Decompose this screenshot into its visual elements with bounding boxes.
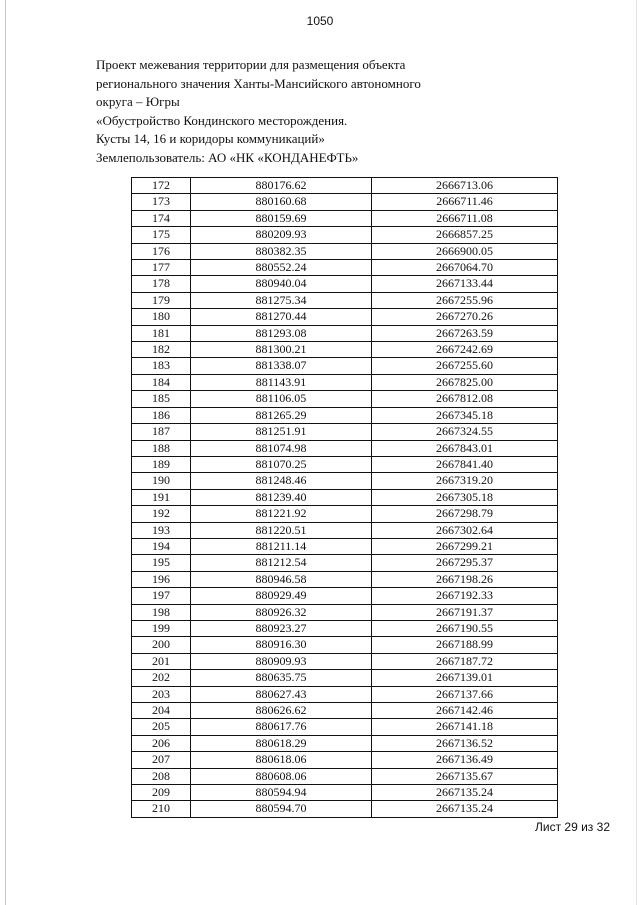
table-row [132,588,558,604]
x-coordinate-cell: 881293.08 [191,325,372,341]
x-coordinate-cell: 880594.70 [191,801,372,817]
y-coordinate-cell: 2667255.96 [372,292,558,308]
y-coordinate-cell: 2667295.37 [372,555,558,571]
y-coordinate-cell: 2667137.66 [372,686,558,702]
table-row [132,752,558,768]
y-coordinate-cell: 2666711.08 [372,210,558,226]
point-number-cell: 185 [132,391,191,407]
table-row [132,424,558,440]
x-coordinate-cell: 881300.21 [191,342,372,358]
table-row [132,309,558,325]
point-number-cell: 202 [132,670,191,686]
point-number-cell: 188 [132,440,191,456]
y-coordinate-cell: 2666857.25 [372,227,558,243]
x-coordinate-cell: 881251.91 [191,424,372,440]
point-number-cell: 184 [132,374,191,390]
point-number-cell: 175 [132,227,191,243]
y-coordinate-cell: 2666711.46 [372,194,558,210]
y-coordinate-cell: 2667064.70 [372,260,558,276]
point-number-cell: 189 [132,456,191,472]
table-row [132,653,558,669]
table-row [132,243,558,259]
table-row [132,358,558,374]
x-coordinate-cell: 880926.32 [191,604,372,620]
x-coordinate-cell: 881212.54 [191,555,372,571]
y-coordinate-cell: 2667142.46 [372,703,558,719]
point-number-cell: 210 [132,801,191,817]
x-coordinate-cell: 880552.24 [191,260,372,276]
point-number-cell: 181 [132,325,191,341]
x-coordinate-cell: 880627.43 [191,686,372,702]
y-coordinate-cell: 2666713.06 [372,178,558,194]
table-row [132,620,558,636]
x-coordinate-cell: 881221.92 [191,506,372,522]
table-row [132,785,558,801]
point-number-cell: 172 [132,178,191,194]
y-coordinate-cell: 2667843.01 [372,440,558,456]
y-coordinate-cell: 2667305.18 [372,489,558,505]
table-row [132,735,558,751]
table-row [132,456,558,472]
table-row [132,489,558,505]
x-coordinate-cell: 880618.29 [191,735,372,751]
point-number-cell: 183 [132,358,191,374]
table-row [132,801,558,817]
x-coordinate-cell: 880946.58 [191,571,372,587]
y-coordinate-cell: 2667135.24 [372,801,558,817]
x-coordinate-cell: 881211.14 [191,538,372,554]
point-number-cell: 180 [132,309,191,325]
table-row [132,407,558,423]
x-coordinate-cell: 880635.75 [191,670,372,686]
x-coordinate-cell: 880916.30 [191,637,372,653]
point-number-cell: 206 [132,735,191,751]
point-number-cell: 190 [132,473,191,489]
y-coordinate-cell: 2667255.60 [372,358,558,374]
table-row [132,604,558,620]
point-number-cell: 208 [132,768,191,784]
table-row [132,440,558,456]
table-row [132,227,558,243]
table-row [132,276,558,292]
point-number-cell: 205 [132,719,191,735]
table-row [132,342,558,358]
y-coordinate-cell: 2667198.26 [372,571,558,587]
header-line-6: Землепользователь: АО «НК «КОНДАНЕФТЬ» [96,149,359,165]
x-coordinate-cell: 881265.29 [191,407,372,423]
y-coordinate-cell: 2667141.18 [372,719,558,735]
x-coordinate-cell: 881248.46 [191,473,372,489]
y-coordinate-cell: 2667191.37 [372,604,558,620]
x-coordinate-cell: 880594.94 [191,785,372,801]
table-row [132,391,558,407]
table-row [132,538,558,554]
table-row [132,325,558,341]
point-number-cell: 191 [132,489,191,505]
point-number-cell: 192 [132,506,191,522]
sheet-number: Лист 29 из 32 [535,820,610,834]
y-coordinate-cell: 2666900.05 [372,243,558,259]
point-number-cell: 203 [132,686,191,702]
y-coordinate-cell: 2667345.18 [372,407,558,423]
y-coordinate-cell: 2667841.40 [372,456,558,472]
point-number-cell: 198 [132,604,191,620]
header-line-4: «Обустройство Кондинского месторождения. [96,112,348,128]
point-number-cell: 197 [132,588,191,604]
point-number-cell: 186 [132,407,191,423]
y-coordinate-cell: 2667299.21 [372,538,558,554]
x-coordinate-cell: 881270.44 [191,309,372,325]
y-coordinate-cell: 2667812.08 [372,391,558,407]
y-coordinate-cell: 2667263.59 [372,325,558,341]
y-coordinate-cell: 2667188.99 [372,637,558,653]
table-row [132,719,558,735]
x-coordinate-cell: 881275.34 [191,292,372,308]
y-coordinate-cell: 2667187.72 [372,653,558,669]
point-number-cell: 209 [132,785,191,801]
page-number: 1050 [306,14,334,28]
header-line-1: Проект межевания территории для размещения объекта [96,57,406,72]
x-coordinate-cell: 880608.06 [191,768,372,784]
scan-left-edge [5,0,6,905]
point-number-cell: 182 [132,342,191,358]
x-coordinate-cell: 880626.62 [191,703,372,719]
y-coordinate-cell: 2667136.49 [372,752,558,768]
x-coordinate-cell: 881106.05 [191,391,372,407]
x-coordinate-cell: 881239.40 [191,489,372,505]
x-coordinate-cell: 880909.93 [191,653,372,669]
y-coordinate-cell: 2667242.69 [372,342,558,358]
x-coordinate-cell: 880618.06 [191,752,372,768]
table-row [132,178,558,194]
table-row [132,555,558,571]
coordinates-table [131,177,558,818]
y-coordinate-cell: 2667135.67 [372,768,558,784]
point-number-cell: 204 [132,703,191,719]
y-coordinate-cell: 2667190.55 [372,620,558,636]
y-coordinate-cell: 2667192.33 [372,588,558,604]
point-number-cell: 187 [132,424,191,440]
x-coordinate-cell: 881074.98 [191,440,372,456]
x-coordinate-cell: 880159.69 [191,210,372,226]
scan-right-edge [636,0,637,905]
header-line-3: округа – Югры [96,94,180,109]
y-coordinate-cell: 2667133.44 [372,276,558,292]
x-coordinate-cell: 880209.93 [191,227,372,243]
table-row [132,670,558,686]
x-coordinate-cell: 880382.35 [191,243,372,259]
table-row [132,260,558,276]
point-number-cell: 176 [132,243,191,259]
point-number-cell: 195 [132,555,191,571]
y-coordinate-cell: 2667319.20 [372,473,558,489]
point-number-cell: 174 [132,210,191,226]
document-header [96,56,426,167]
point-number-cell: 199 [132,620,191,636]
table-row [132,571,558,587]
x-coordinate-cell: 880617.76 [191,719,372,735]
point-number-cell: 194 [132,538,191,554]
table-row [132,703,558,719]
coordinates-table-body [132,178,558,818]
x-coordinate-cell: 881338.07 [191,358,372,374]
y-coordinate-cell: 2667136.52 [372,735,558,751]
table-row [132,210,558,226]
x-coordinate-cell: 880160.68 [191,194,372,210]
y-coordinate-cell: 2667298.79 [372,506,558,522]
table-row [132,522,558,538]
y-coordinate-cell: 2667324.55 [372,424,558,440]
x-coordinate-cell: 880176.62 [191,178,372,194]
table-row [132,473,558,489]
y-coordinate-cell: 2667135.24 [372,785,558,801]
x-coordinate-cell: 881143.91 [191,374,372,390]
x-coordinate-cell: 880940.04 [191,276,372,292]
point-number-cell: 207 [132,752,191,768]
table-row [132,686,558,702]
point-number-cell: 196 [132,571,191,587]
table-row [132,194,558,210]
point-number-cell: 173 [132,194,191,210]
point-number-cell: 201 [132,653,191,669]
table-row [132,374,558,390]
y-coordinate-cell: 2667270.26 [372,309,558,325]
table-row [132,292,558,308]
point-number-cell: 177 [132,260,191,276]
x-coordinate-cell: 881220.51 [191,522,372,538]
table-row [132,506,558,522]
table-row [132,637,558,653]
point-number-cell: 200 [132,637,191,653]
point-number-cell: 178 [132,276,191,292]
y-coordinate-cell: 2667825.00 [372,374,558,390]
y-coordinate-cell: 2667139.01 [372,670,558,686]
header-line-2: регионального значения Ханты-Мансийского автономного [96,75,421,91]
table-row [132,768,558,784]
point-number-cell: 193 [132,522,191,538]
point-number-cell: 179 [132,292,191,308]
x-coordinate-cell: 880923.27 [191,620,372,636]
y-coordinate-cell: 2667302.64 [372,522,558,538]
x-coordinate-cell: 880929.49 [191,588,372,604]
header-line-5: Кусты 14, 16 и коридоры коммуникаций» [96,131,325,146]
x-coordinate-cell: 881070.25 [191,456,372,472]
